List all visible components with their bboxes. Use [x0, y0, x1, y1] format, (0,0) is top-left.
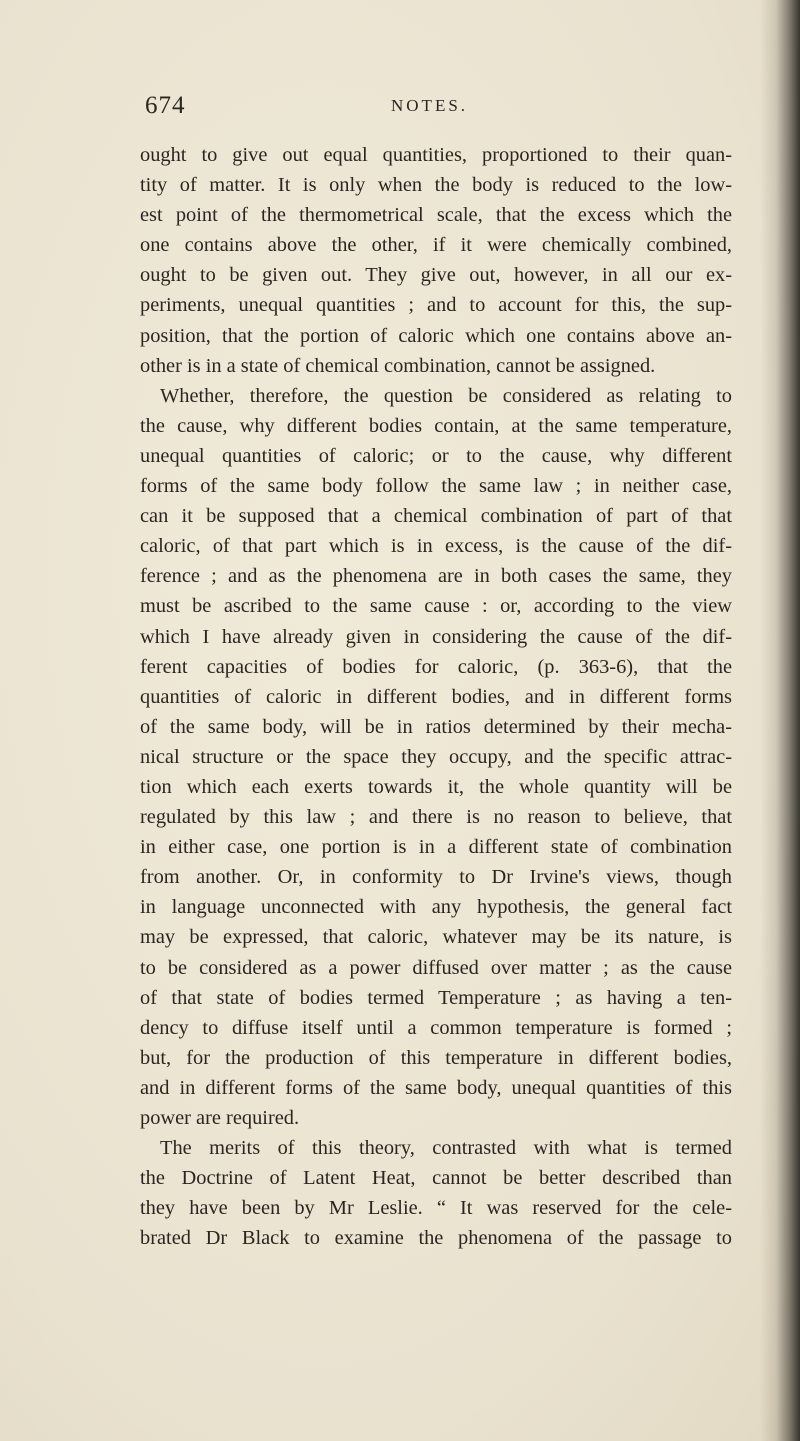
text-line: they have been by Mr Leslie. “ It was reserved for the cele-	[140, 1197, 732, 1220]
text-line: brated Dr Black to examine the phenomena of the passage to	[140, 1227, 732, 1250]
text-line: which I have already given in considering the cause of the dif-	[140, 625, 732, 648]
text-line: of that state of bodies termed Temperature ; as having a ten-	[140, 986, 732, 1009]
text-line: the Doctrine of Latent Heat, cannot be better described than	[140, 1167, 732, 1190]
text-line: can it be supposed that a chemical combination of part of that	[140, 505, 732, 528]
text-line: in either case, one portion is in a different state of combination	[140, 836, 732, 859]
text-line: periments, unequal quantities ; and to account for this, the sup-	[140, 294, 732, 317]
text-line: of the same body, will be in ratios determined by their mecha-	[140, 715, 732, 738]
text-line: ought to give out equal quantities, proportioned to their quan-	[140, 144, 732, 166]
text-line: caloric, of that part which is in excess, is the cause of the dif-	[140, 535, 732, 558]
text-line: ferent capacities of bodies for caloric, (p. 363-6), that the	[140, 655, 732, 678]
text-line: est point of the thermometrical scale, that the excess which the	[140, 204, 732, 227]
text-line: The merits of this theory, contrasted with what is termed	[160, 1137, 732, 1160]
text-line: power are required.	[140, 1107, 300, 1129]
text-line: dency to diffuse itself until a common temperature is formed ;	[140, 1016, 732, 1039]
text-line: unequal quantities of caloric; or to the cause, why different	[140, 444, 732, 467]
running-head-title: NOTES.	[391, 96, 469, 115]
text-line: but, for the production of this temperature in different bodies,	[140, 1046, 732, 1069]
text-line: tity of matter. It is only when the body is reduced to the low-	[140, 174, 732, 197]
text-line: the cause, why different bodies contain, at the same temperature,	[140, 414, 732, 437]
text-line: from another. Or, in conformity to Dr Irvine's views, though	[140, 866, 732, 889]
text-line: nical structure or the space they occupy, and the specific attrac-	[140, 745, 732, 768]
text-line: ference ; and as the phenomena are in both cases the same, they	[140, 565, 732, 588]
text-line: Whether, therefore, the question be considered as relating to	[160, 384, 732, 407]
text-line: and in different forms of the same body, unequal quantities of this	[140, 1076, 732, 1099]
text-line: in language unconnected with any hypothesis, the general fact	[140, 896, 732, 919]
page-number: 674	[145, 92, 186, 119]
text-line: quantities of caloric in different bodies, and in different forms	[140, 685, 732, 708]
text-line: may be expressed, that caloric, whatever may be its nature, is	[140, 926, 732, 949]
running-head	[145, 92, 705, 126]
text-line: regulated by this law ; and there is no reason to believe, that	[140, 806, 732, 829]
text-line: to be considered as a power diffused over matter ; as the cause	[140, 956, 732, 979]
text-line: forms of the same body follow the same law ; in neither case,	[140, 475, 732, 498]
text-line: position, that the portion of caloric which one contains above an-	[140, 324, 732, 347]
text-line: ought to be given out. They give out, however, in all our ex-	[140, 264, 732, 287]
body-text	[140, 140, 732, 1253]
text-line: one contains above the other, if it were chemically combined,	[140, 234, 732, 257]
text-line: must be ascribed to the same cause : or, according to the view	[140, 595, 732, 618]
text-line: tion which each exerts towards it, the whole quantity will be	[140, 775, 732, 798]
text-line: other is in a state of chemical combination, cannot be assigned.	[140, 354, 656, 377]
page-edge-shadow	[760, 0, 800, 1441]
